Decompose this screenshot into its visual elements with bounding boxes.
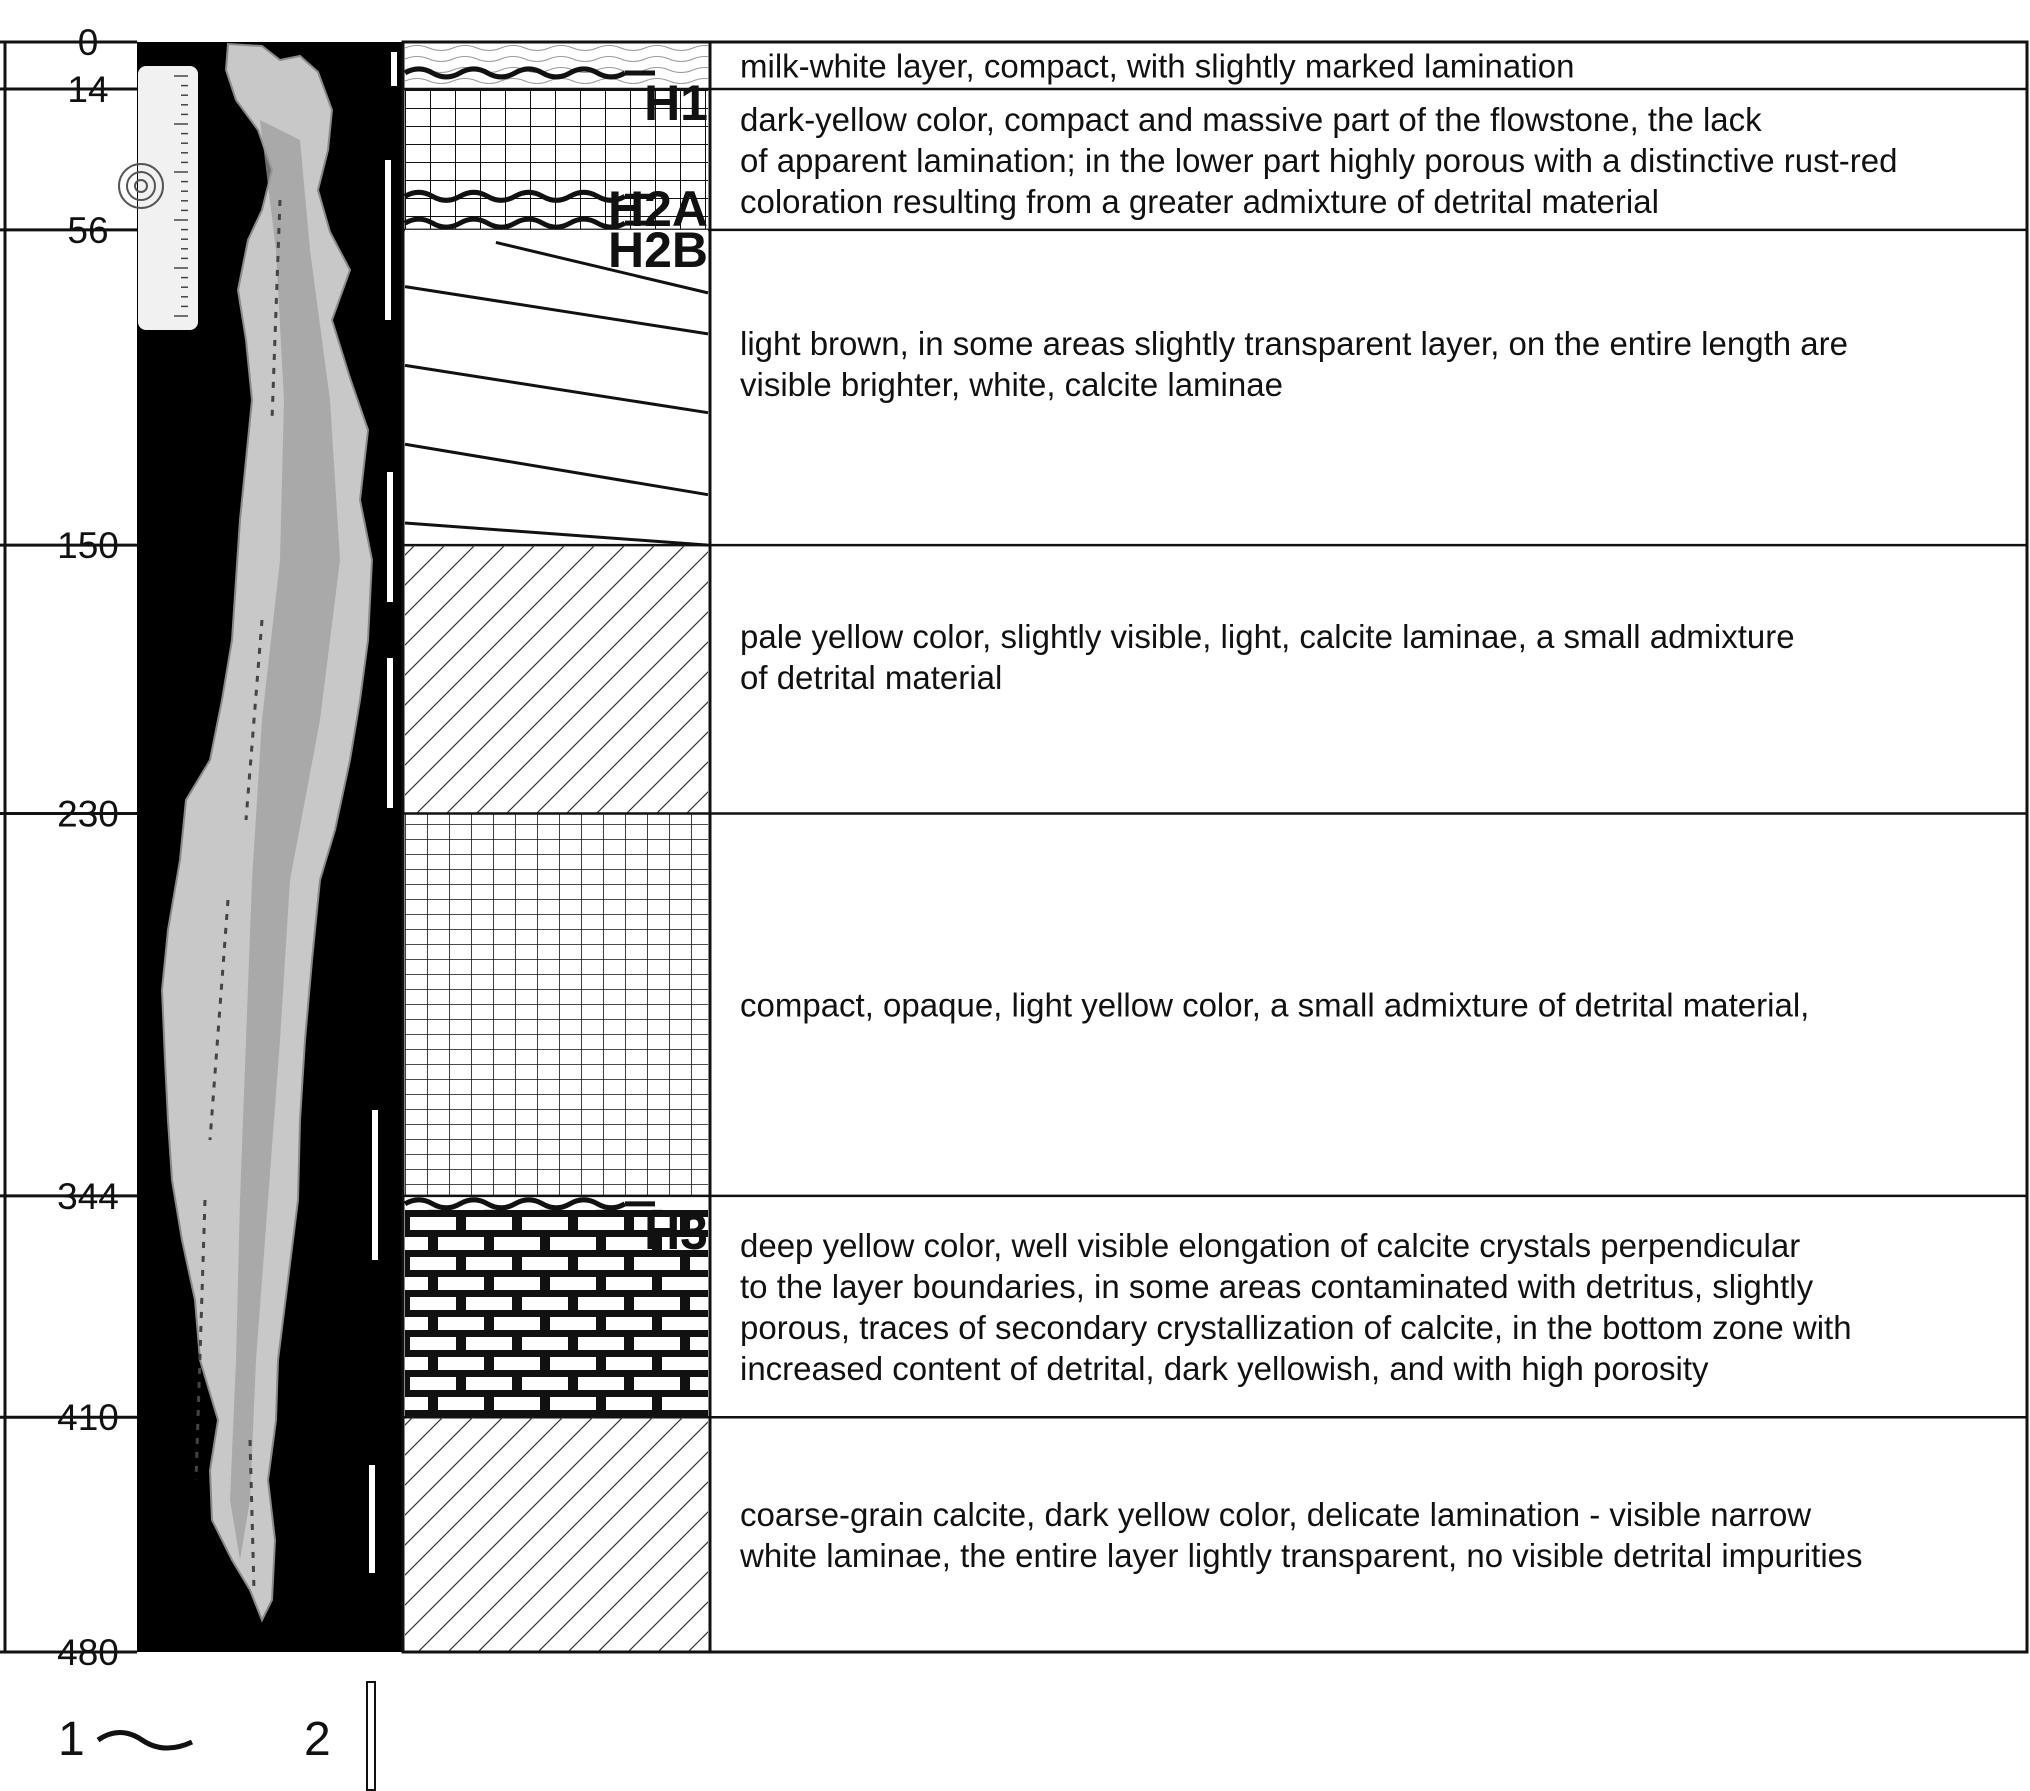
flowstone-sample-photo [119,42,402,1652]
depth-tick-label: 410 [57,1397,119,1439]
description-line: dark-yellow color, compact and massive part of the flowstone, the lack [740,100,1762,138]
description-line: pale yellow color, slightly visible, light, calcite laminae, a small admixture [740,618,1795,656]
legend-number-1: 1 [58,1713,85,1766]
layer-description-2 [740,101,1897,220]
horizon-wavy-line [405,1200,625,1208]
lithology-layer-7 [403,1417,2027,1652]
lithology-layer-fill [405,1417,708,1652]
depth-tick-label: 230 [57,793,119,835]
description-line: visible brighter, white, calcite laminae [740,365,1283,403]
legend-wavy-line-symbol [98,1733,192,1749]
depth-tick-label: 344 [57,1175,119,1217]
layer-description-6 [740,1227,1852,1387]
description-line: to the layer boundaries, in some areas contaminated with detritus, slightly [740,1268,1814,1306]
description-line: deep yellow color, well visible elongation of calcite crystals perpendicular [740,1227,1801,1265]
description-line: of detrital material [740,659,1003,697]
depth-axis-ticks [0,22,137,1673]
description-line: white laminae, the entire layer lightly transparent, no visible detrital impurities [740,1537,1863,1575]
layer-description-3 [740,325,1848,403]
depth-tick-label: 56 [67,209,109,251]
legend-number-2: 2 [304,1713,331,1766]
layer-description-1 [740,47,1574,84]
description-line: coloration resulting from a greater admixture of detrital material [740,182,1659,220]
horizon-label: H2A [607,181,708,237]
description-line: milk-white layer, compact, with slightly marked lamination [740,47,1575,85]
description-line: porous, traces of secondary crystallization of calcite, in the bottom zone with [740,1309,1852,1347]
depth-tick-label: 0 [77,22,99,63]
depth-tick-label: 480 [57,1632,119,1673]
layer-description-5 [740,987,1809,1024]
legend-vertical-bar-symbol [367,1682,375,1790]
description-column-frame [710,42,2027,1652]
description-line: compact, opaque, light yellow color, a small admixture of detrital material, [740,986,1810,1024]
legend [58,1682,375,1790]
lithology-layer-fill [405,545,708,813]
horizon-label: H1 [644,75,708,131]
depth-tick-label: 150 [57,525,119,567]
layer-description-4 [740,618,1795,696]
description-column [739,47,1897,1574]
description-line: increased content of detrital, dark yellowish, and with high porosity [740,1350,1709,1388]
layer-description-7 [739,1496,1863,1574]
horizon-label: H2B [607,222,708,278]
scale-ruler [119,66,198,330]
lithology-layer-4 [403,545,2027,813]
lithology-layer-fill [405,813,708,1195]
depth-tick-label: 14 [67,68,109,110]
horizon-label: H3 [644,1204,708,1260]
lithology-column [403,42,2027,1652]
description-line: coarse-grain calcite, dark yellow color, delicate lamination - visible narrow [740,1496,1812,1534]
description-line: of apparent lamination; in the lower part highly porous with a distinctive rust-red [740,141,1898,179]
depth-axis [0,22,137,1673]
description-line: light brown, in some areas slightly transparent layer, on the entire length are [740,324,1848,362]
